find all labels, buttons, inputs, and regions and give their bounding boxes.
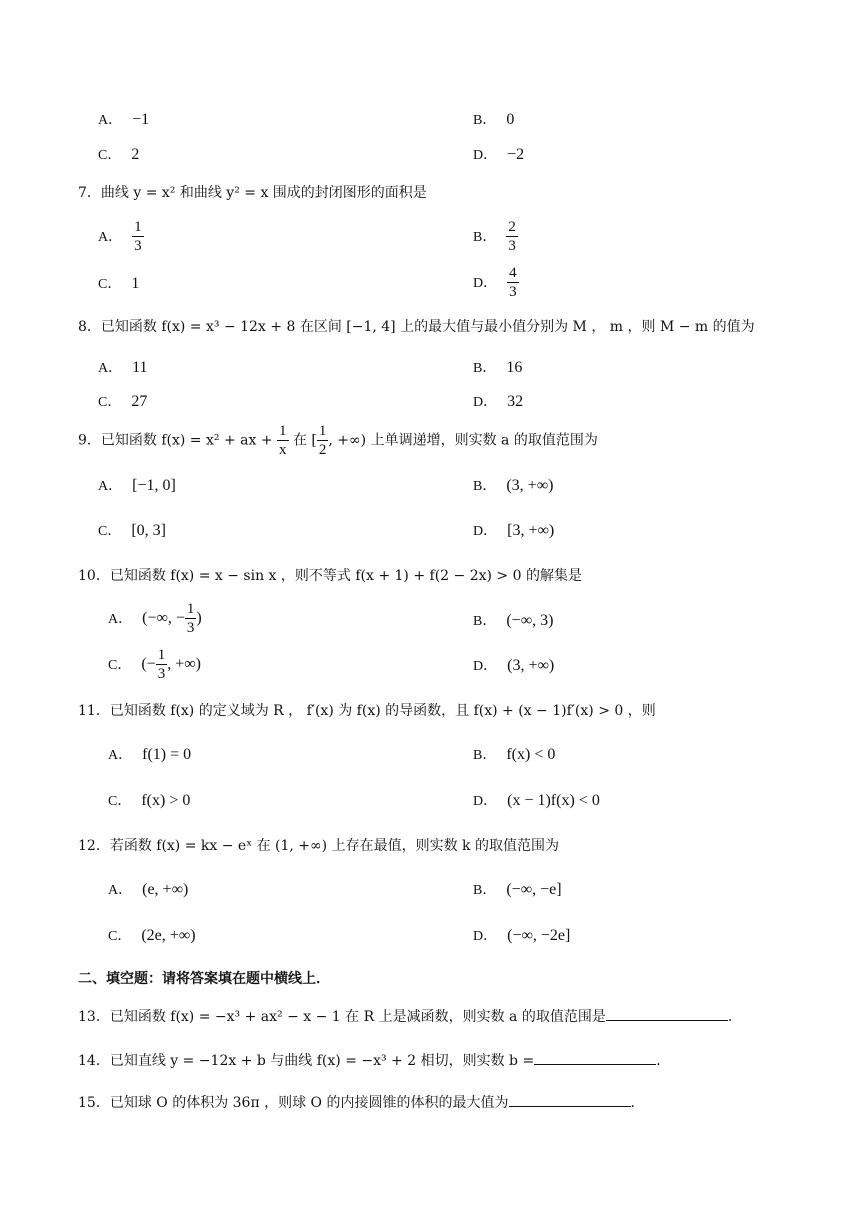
q7-stem: 7．曲线 y = x² 和曲线 y² = x 围成的封闭图形的面积是	[78, 185, 427, 201]
q12-option-a: A． (e, +∞)	[108, 881, 189, 898]
q15-stem: 15．已知球 O 的体积为 36π ，则球 O 的内接圆锥的体积的最大值为 ．	[78, 1092, 645, 1113]
q12-stem: 12．若函数 f(x) = kx − eˣ 在 (1, +∞) 上存在最值，则实数 k 的取值范围为	[78, 838, 559, 854]
q8-option-a: A． 11	[98, 359, 148, 376]
q9-stem: 9．已知函数 f(x) = x² + ax + $\frac{1}{x}$ 在 [ $\frac{1}{2}$ , +∞) 上单调递增，则实数 a 的取值范围为	[78, 423, 598, 458]
q7-option-a: A． $\frac{1}{3}$	[98, 219, 142, 254]
q12-option-d: D． (−∞, −2e]	[473, 927, 571, 944]
q14-stem: 14．已知直线 y = −12x + b 与曲线 f(x) = −x³ + 2 相切，则实数 b = ．	[78, 1050, 670, 1071]
q9-option-c: C． [0, 3]	[98, 522, 166, 539]
q10-option-d: D． (3, +∞)	[473, 657, 555, 674]
q8-option-d: D． 32	[473, 393, 524, 410]
q13-answer-blank[interactable]	[606, 1006, 728, 1021]
q11-option-b: B． f(x) < 0	[473, 746, 556, 763]
q7-option-d: D． $\frac{4}{3}$	[473, 265, 517, 300]
q6-option-d: D． −2	[473, 146, 525, 163]
q12-option-b: B． (−∞, −e]	[473, 881, 562, 898]
q10-option-b: B． (−∞, 3)	[473, 612, 554, 629]
q12-option-c: C． (2e, +∞)	[108, 927, 196, 944]
q10-option-c: C． (− $\frac{1}{3}$ , +∞)	[108, 647, 201, 682]
q8-option-b: B． 16	[473, 359, 523, 376]
q11-option-d: D． (x − 1)f(x) < 0	[473, 792, 600, 809]
q15-answer-blank[interactable]	[509, 1092, 631, 1107]
q11-option-c: C． f(x) > 0	[108, 792, 191, 809]
q9-option-a: A． [−1, 0]	[98, 477, 176, 494]
q7-option-b: B． $\frac{2}{3}$	[473, 219, 516, 254]
q6-option-c: C． 2	[98, 146, 140, 163]
q9-option-d: D． [3, +∞)	[473, 522, 555, 539]
q14-answer-blank[interactable]	[534, 1050, 656, 1065]
q7-option-c: C． 1	[98, 275, 140, 292]
q8-stem: 8．已知函数 f(x) = x³ − 12x + 8 在区间 [−1, 4] 上的最大值与最小值分别为 M ， m ，则 M − m 的值为	[78, 319, 755, 335]
section-heading: 二、填空题：请将答案填在题中横线上．	[78, 971, 330, 987]
q8-option-c: C． 27	[98, 393, 148, 410]
q11-option-a: A． f(1) = 0	[108, 746, 192, 763]
q10-option-a: A． (−∞, − $\frac{1}{3}$ )	[108, 601, 202, 636]
q13-stem: 13．已知函数 f(x) = −x³ + ax² − x − 1 在 R 上是减函数，则实数 a 的取值范围是 ．	[78, 1006, 742, 1027]
q11-stem: 11．已知函数 f(x) 的定义域为 R ， f′(x) 为 f(x) 的导函数，且 f(x) + (x − 1)f′(x) > 0 ，则	[78, 703, 656, 719]
q6-option-b: B． 0	[473, 111, 515, 128]
q6-option-a: A． −1	[98, 111, 150, 128]
q10-stem: 10．已知函数 f(x) = x − sin x ，则不等式 f(x + 1) + f(2 − 2x) > 0 的解集是	[78, 568, 582, 584]
q9-option-b: B． (3, +∞)	[473, 477, 554, 494]
